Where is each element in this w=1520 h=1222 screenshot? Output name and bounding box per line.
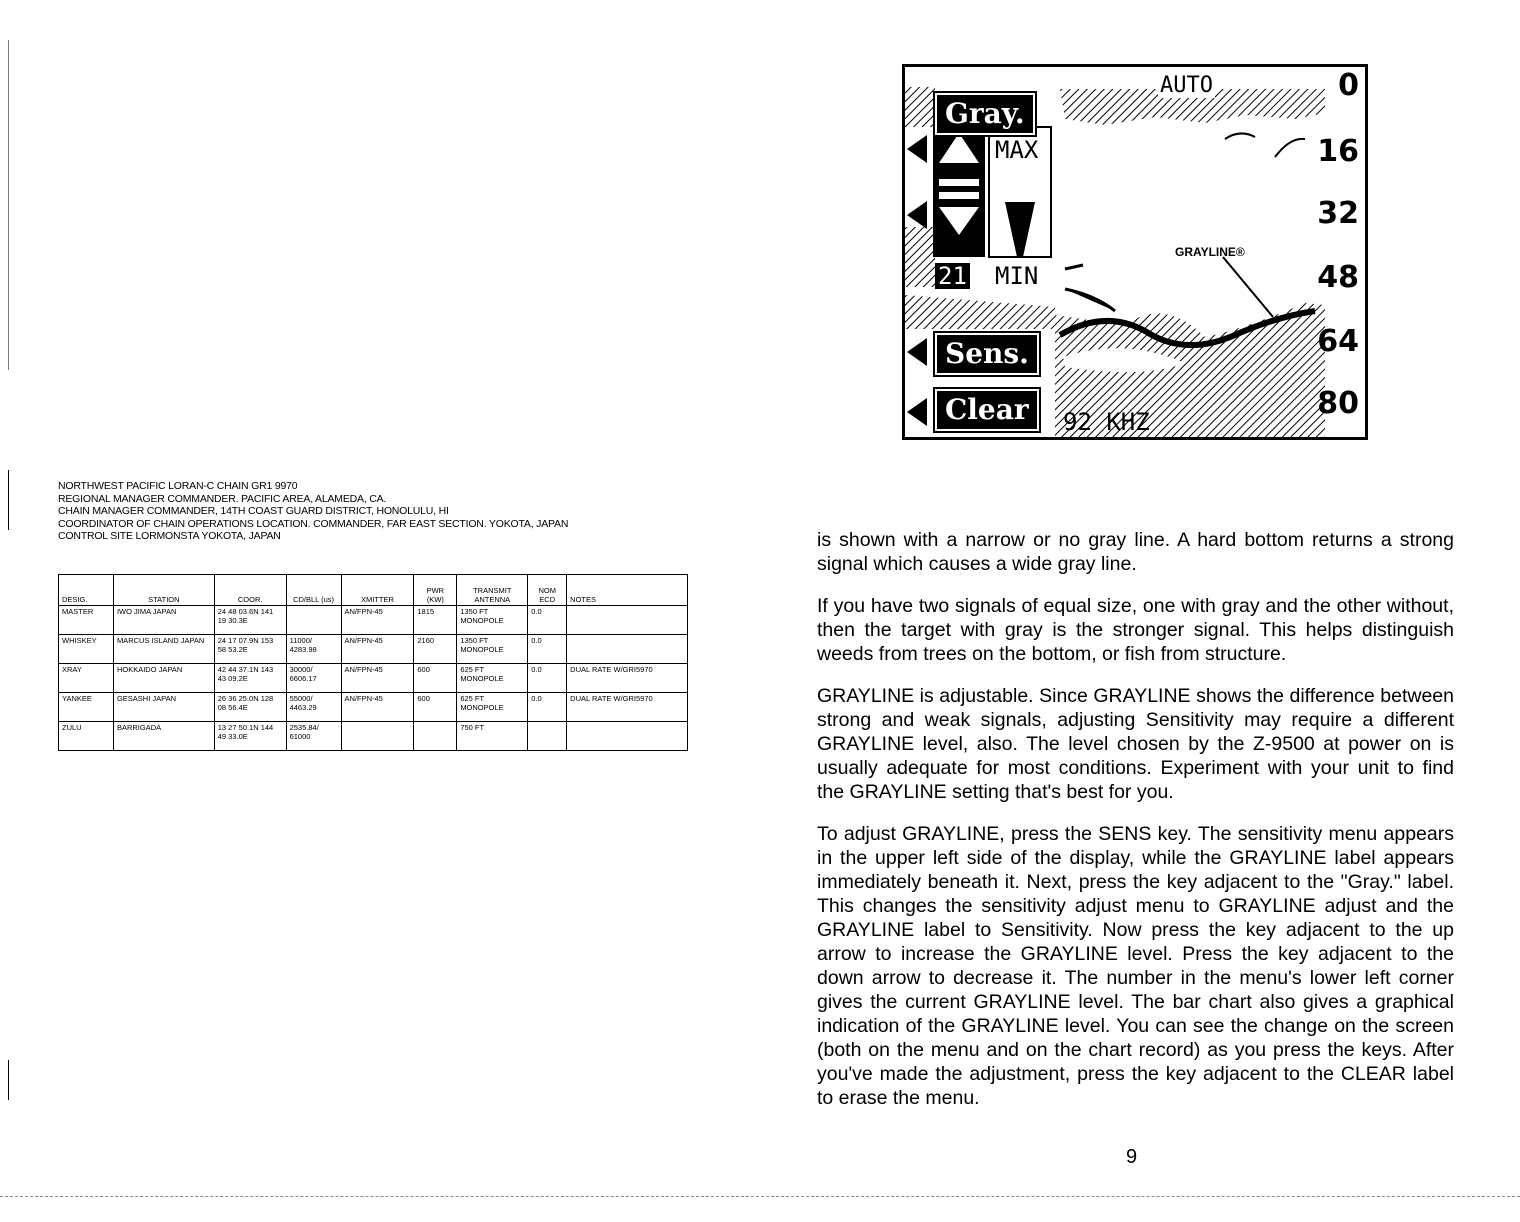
table-cell: 2535.84/ 61000	[286, 722, 341, 751]
table-cell: 750 FT	[457, 722, 528, 751]
column-header: NOTES	[567, 575, 688, 606]
key-arrow-icon	[907, 398, 927, 426]
table-row	[59, 635, 688, 664]
column-header: XMITTER	[341, 575, 414, 606]
table-cell: 0.0	[528, 664, 567, 693]
frequency-readout: 92 KHZ	[1063, 408, 1150, 436]
table-cell	[286, 606, 341, 635]
depth-scale-label: 0	[1338, 68, 1359, 103]
table-cell: 625 FT MONOPOLE	[457, 664, 528, 693]
sens-menu-label[interactable]: Sens.	[935, 333, 1039, 375]
bottom-rule	[0, 1196, 1520, 1197]
table-cell: IWO JIMA JAPAN	[113, 606, 214, 635]
table-cell: AN/FPN-45	[341, 664, 414, 693]
clear-menu-label[interactable]: Clear	[935, 389, 1039, 431]
depth-scale-label: 64	[1317, 324, 1359, 359]
table-cell: 0.0	[528, 693, 567, 722]
paragraph: GRAYLINE is adjustable. Since GRAYLINE shows the difference between strong and weak signals, adjusting Sensitivity may require a different GRAYLINE level, also. The level chosen by the Z-9500 at power on is usually adequate for most conditions. Experiment with your unit to find the GRAYLINE setting that's best for you.	[817, 685, 1454, 803]
table-cell: XRAY	[59, 664, 114, 693]
table-cell	[341, 722, 414, 751]
table-row	[59, 606, 688, 635]
key-arrow-icon	[907, 201, 927, 229]
table-cell: 24 17 07.9N 153 58 53.2E	[214, 635, 286, 664]
column-header: CD/BLL (us)	[286, 575, 341, 606]
left-clutter	[905, 295, 1055, 329]
structure-line	[1065, 289, 1115, 311]
paragraph: is shown with a narrow or no gray line. A hard bottom returns a strong signal which causes a wide gray line.	[817, 529, 1454, 575]
table-cell	[567, 606, 688, 635]
table-cell: 55000/ 4463.29	[286, 693, 341, 722]
depth-scale-label: 32	[1317, 196, 1359, 231]
paragraph: To adjust GRAYLINE, press the SENS key. The sensitivity menu appears in the upper left side of the display, while the GRAYLINE label appears immediately beneath it. Next, press the key adjacent to the "Gray." label. This changes the sensitivity adjust menu to GRAYLINE adjust and the GRAYLINE label to Sensitivity. Now press the key adjacent to the up arrow to increase the GRAYLINE level. Press the key adjacent to the down arrow to decrease it. The number in the menu's lower left corner gives the current GRAYLINE level. The bar chart also gives a graphical indication of the GRAYLINE level. You can see the change on the screen (both on the menu and on the chart record) as you press the keys. After you've made the adjustment, press the key adjacent to the CLEAR label to erase the menu.	[817, 823, 1454, 1109]
column-header: STATION	[113, 575, 214, 606]
page-number: 9	[1126, 1146, 1138, 1168]
table-cell: 0.0	[528, 606, 567, 635]
table-row	[59, 722, 688, 751]
table-cell: 0.0	[528, 635, 567, 664]
table-cell: YANKEE	[59, 693, 114, 722]
column-header: TRANSMIT ANTENNA	[457, 575, 528, 606]
fish-arc-icon	[1275, 139, 1305, 157]
header-line: COORDINATOR OF CHAIN OPERATIONS LOCATION. COMMANDER, FAR EAST SECTION. YOKOTA, JAPAN	[58, 517, 569, 530]
equals-icon	[939, 179, 979, 186]
equals-icon	[939, 192, 979, 199]
table-cell: 600	[414, 664, 457, 693]
body-text	[817, 528, 1454, 1128]
table-cell: MASTER	[59, 606, 114, 635]
loran-chain-header	[58, 480, 698, 543]
table-cell: BARRIGADA	[113, 722, 214, 751]
grayline-pointer	[1223, 257, 1273, 317]
left-clutter	[905, 87, 935, 127]
table-cell: AN/FPN-45	[341, 693, 414, 722]
header-line: NORTHWEST PACIFIC LORAN-C CHAIN GR1 9970	[58, 480, 298, 492]
key-arrow-icon	[907, 338, 927, 366]
structure-line	[1065, 265, 1083, 269]
table-cell: 11000/ 4283.98	[286, 635, 341, 664]
table-row	[59, 664, 688, 693]
table-cell: HOKKAIDO JAPAN	[113, 664, 214, 693]
table-cell: 600	[414, 693, 457, 722]
table-cell: WHISKEY	[59, 635, 114, 664]
table-cell	[528, 722, 567, 751]
header-line: CONTROL SITE LORMONSTA YOKOTA, JAPAN	[58, 530, 281, 542]
table-cell	[567, 635, 688, 664]
table-cell: 30000/ 6606.17	[286, 664, 341, 693]
left-margin-mark	[8, 470, 9, 530]
column-header: NOM ECD	[528, 575, 567, 606]
table-cell: 13 27 50.1N 144 49 33.0E	[214, 722, 286, 751]
table-cell: ZULU	[59, 722, 114, 751]
table-cell: MARCUS ISLAND JAPAN	[113, 635, 214, 664]
table-cell: GESASHI JAPAN	[113, 693, 214, 722]
table-cell: 42 44 37.1N 143 43 09.2E	[214, 664, 286, 693]
table-cell: 1350 FT MONOPOLE	[457, 606, 528, 635]
table-cell: 26 36 25.0N 128 08 56.4E	[214, 693, 286, 722]
depth-scale-label: 16	[1317, 134, 1359, 169]
table-cell: 1350 FT MONOPOLE	[457, 635, 528, 664]
table-cell	[567, 722, 688, 751]
grayline-callout: GRAYLINE®	[1175, 245, 1245, 259]
max-label: MAX	[995, 136, 1039, 164]
column-header: DESIG.	[59, 575, 114, 606]
table-cell: AN/FPN-45	[341, 635, 414, 664]
table-cell: AN/FPN-45	[341, 606, 414, 635]
left-margin-mark	[8, 1060, 9, 1100]
fish-arc-icon	[1225, 133, 1255, 139]
table-row	[59, 693, 688, 722]
sonar-display-illustration	[902, 64, 1368, 440]
min-label: MIN	[995, 262, 1039, 290]
column-header: PWR (KW)	[414, 575, 457, 606]
left-margin-mark	[8, 40, 9, 370]
table-header-row	[59, 575, 688, 606]
header-line: REGIONAL MANAGER COMMANDER. PACIFIC AREA, ALAMEDA, CA.	[58, 492, 387, 505]
depth-scale-label: 48	[1317, 260, 1359, 295]
grayline-level-value: 21	[935, 263, 970, 289]
column-header: COOR.	[214, 575, 286, 606]
loran-station-table	[58, 574, 688, 751]
table-cell: DUAL RATE W/GRI5970	[567, 664, 688, 693]
table-cell: 625 FT MONOPOLE	[457, 693, 528, 722]
table-cell: 1815	[414, 606, 457, 635]
table-cell: DUAL RATE W/GRI5970	[567, 693, 688, 722]
paragraph: If you have two signals of equal size, one with gray and the other without, then the target with gray is the stronger signal. This helps distinguish weeds from trees on the bottom, or fish from structure.	[817, 595, 1454, 665]
left-clutter	[905, 227, 935, 287]
table-cell: 2160	[414, 635, 457, 664]
table-cell: 24 48 03.6N 141 19 30.3E	[214, 606, 286, 635]
auto-mode-label: AUTO	[1160, 73, 1213, 98]
key-arrow-icon	[907, 135, 927, 163]
header-line: CHAIN MANAGER COMMANDER, 14TH COAST GUARD DISTRICT, HONOLULU, HI	[58, 505, 449, 517]
gray-menu-label[interactable]: Gray.	[935, 93, 1035, 135]
depth-scale-label: 80	[1317, 386, 1359, 421]
table-cell	[414, 722, 457, 751]
